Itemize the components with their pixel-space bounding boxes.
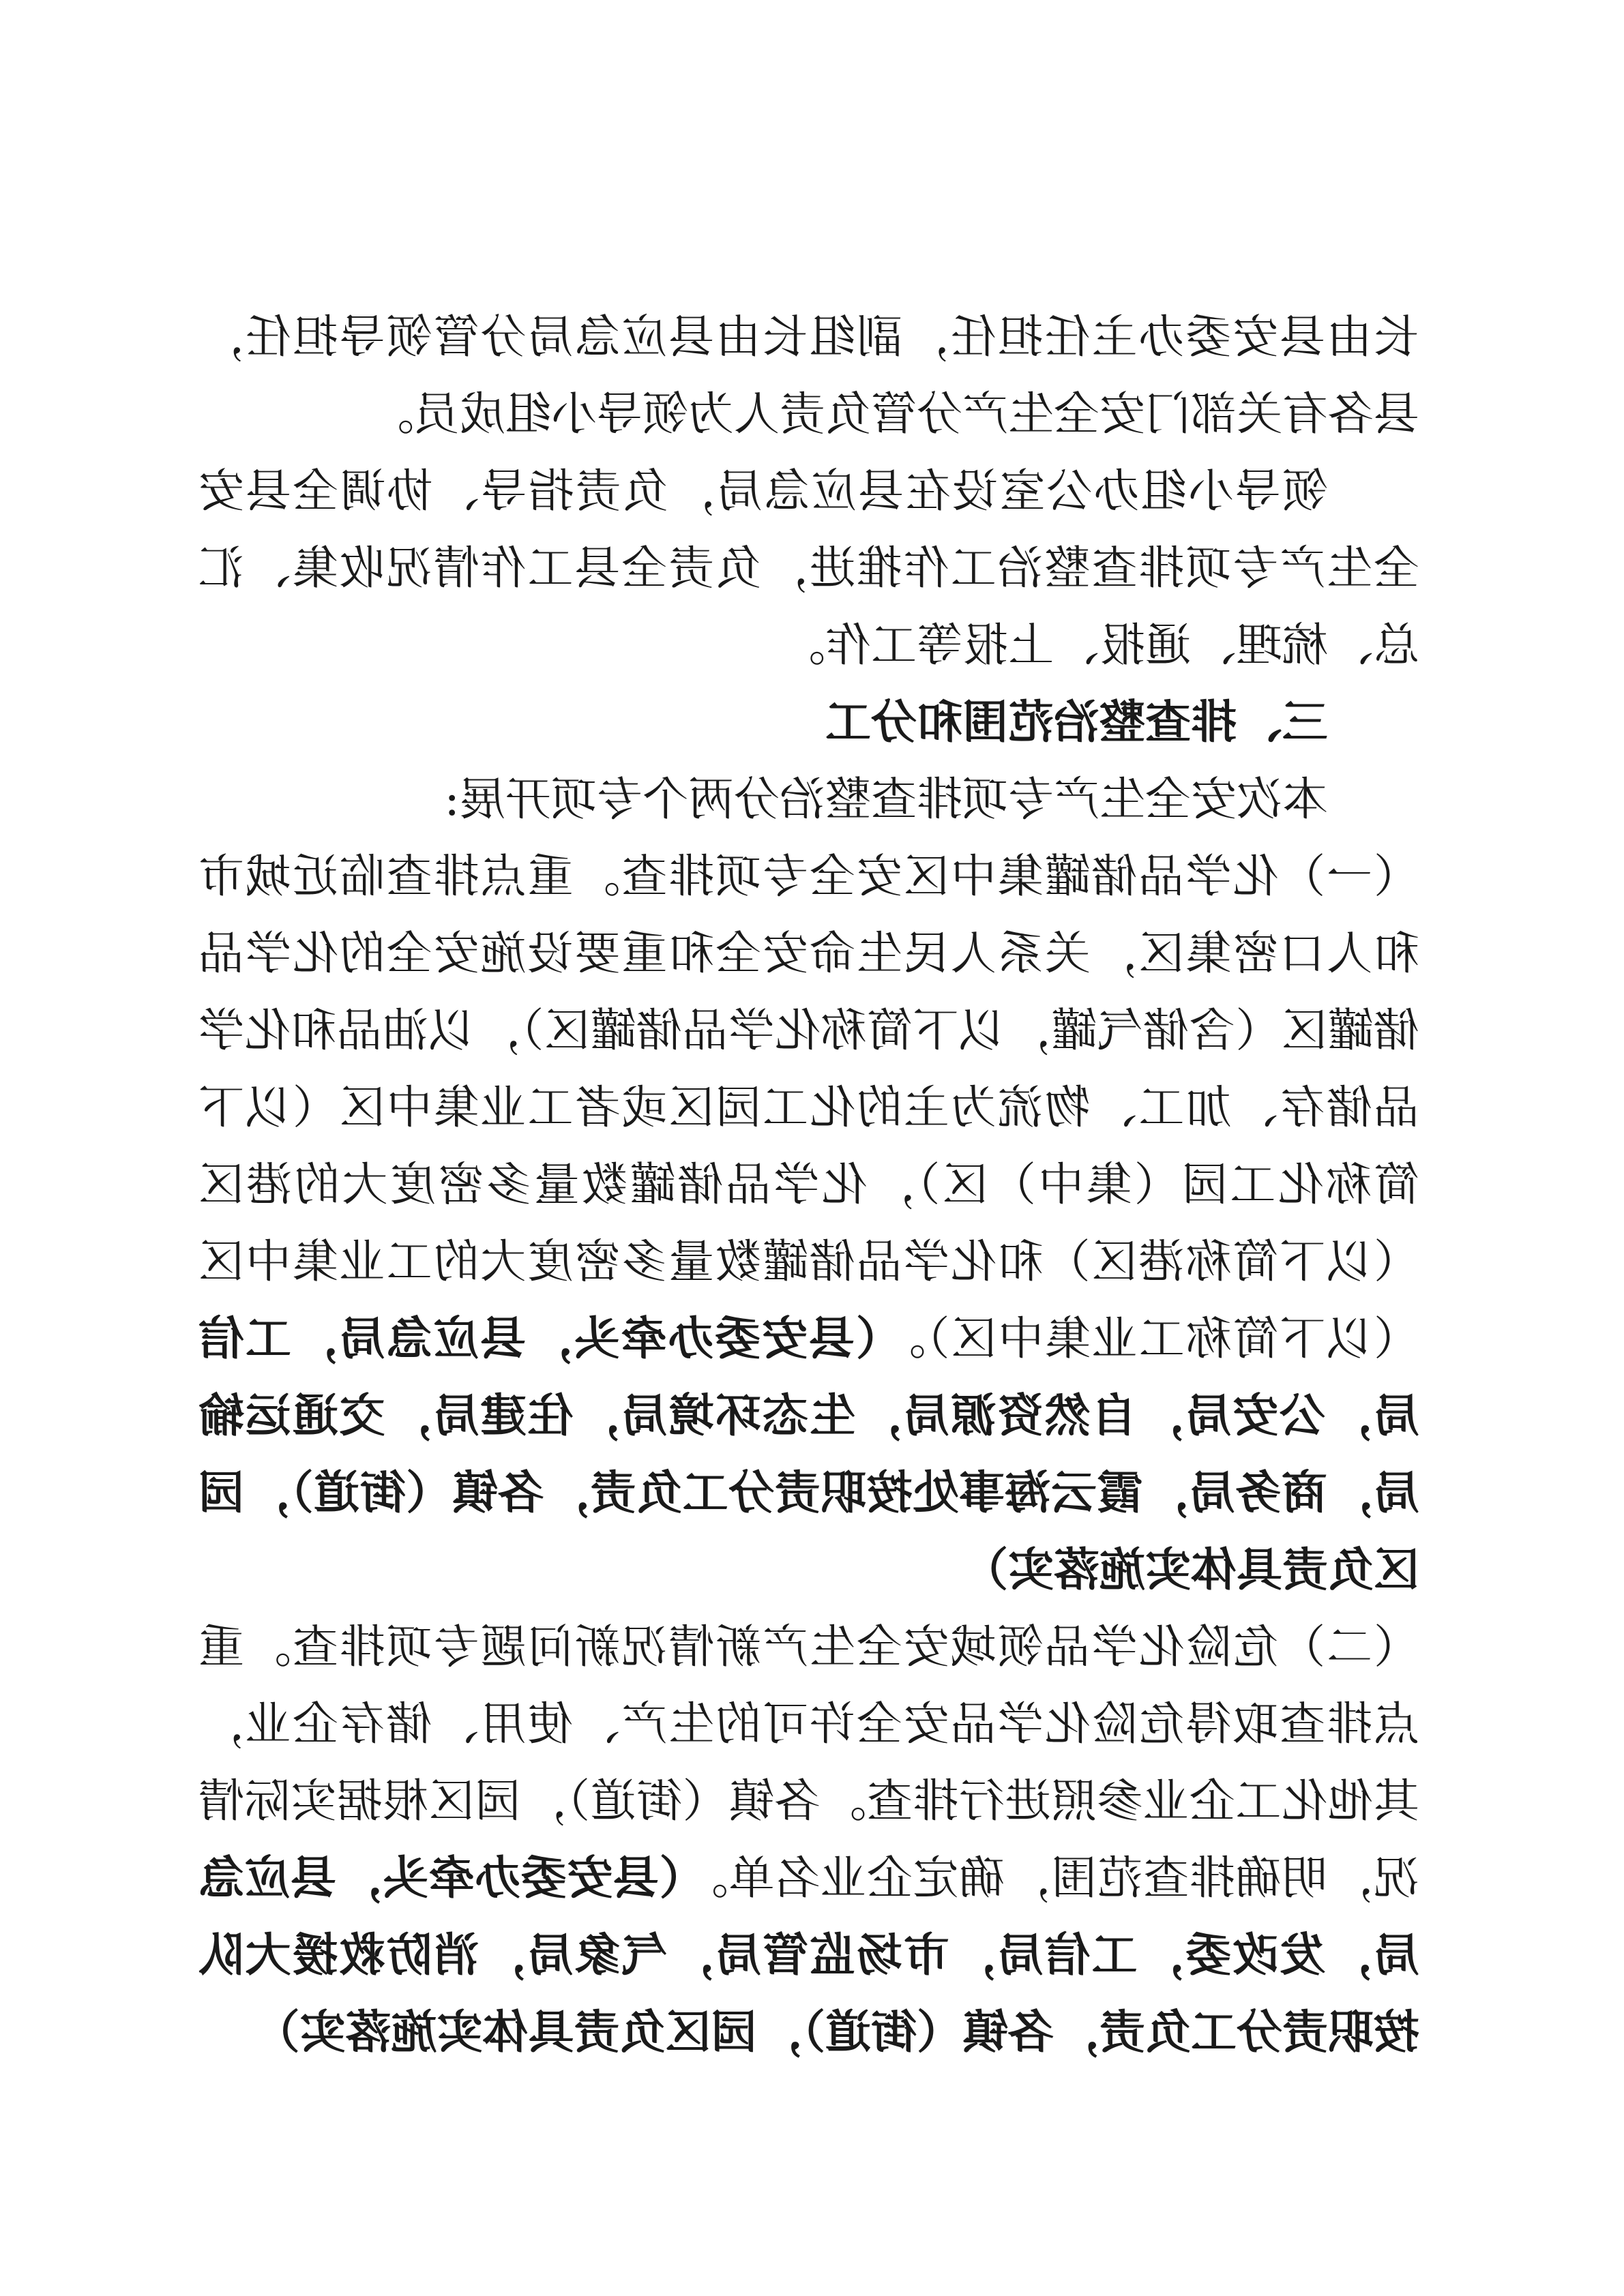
item-1-text: （一）化学品储罐集中区安全专项排查。重点排查临近城市和人口密集区，关系人民生命安全和重要设施安全的化学品储罐区（含储气罐，以下简称化学品储罐区），以油品和化学品储存、加工、物流为主的化工园区或者工业集中区（以下简称化工园（集中）区），化学品储罐数量多密度大的港区（以下简称港区）和化学品储罐数量多密度大的工业集中区（以下简称工业集中区）。 [198,850,1419,1365]
paragraph-item-2 [198,1609,1419,2071]
paragraph-intro: 本次安全生产专项排查整治分两个专项开展: [444,773,1328,826]
paragraph-office: 领导小组办公室设在县应急局，负责指导、协调全县安全生产专项排查整治工作推进，负责全县工作情况收集、汇总、梳理、通报、上报等工作。 [198,464,1419,672]
item-1-responsibility: （县安委办牵头，县应急局，工信局，公安局，自然资源局，生态环境局，住建局，交通运输局，商务局，霞云海事处按职责分工负责，各镇（街道），园区负责具体实施落实） [198,1312,1419,1596]
document-body [198,299,1419,2071]
paragraph-leadership-group: 长由县安委办主任担任，副组长由县应急局分管领导担任，县各有关部门安全生产分管负责人为领导小组成员。 [198,310,1419,441]
section-heading-scope: 三、排查整治范围和分工 [825,696,1328,749]
paragraph-item-1 [198,838,1419,1609]
item-2-responsibility: （县安委办牵头，县应急局，发改委，工信局，市场监管局，气象局，消防救援大队按职责分工负责，各镇（街道），园区负责具体实施落实） [198,1851,1419,2059]
item-2-text: （二）危险化学品领域安全生产新情况新问题专项排查。重点排查取得危险化学品安全许可的生产、使用、储存企业，其他化工企业参照进行排查。各镇（街道），园区根据实际情况，明确排查范围，确定企业名单。 [198,1620,1419,1905]
